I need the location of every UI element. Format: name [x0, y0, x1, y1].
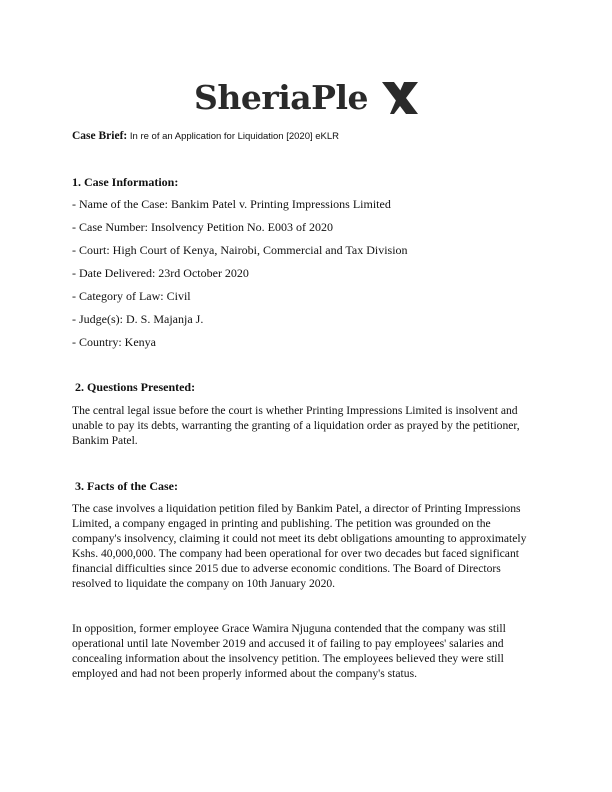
case-information-heading: 1. Case Information:: [72, 175, 179, 189]
questions-presented-heading: 2. Questions Presented:: [75, 380, 196, 394]
case-info-date: - Date Delivered: 23rd October 2020: [72, 266, 249, 280]
facts-paragraph-2: In opposition, former employee Grace Wamira Njuguna contended that the company was still operational until late November 2019 and accused it of failing to pay employees' salaries and concealing information about the insolvency petition. The employees believed they were still employed and had not been properly informed about the company's status.: [72, 622, 506, 680]
case-brief-label: Case Brief:: [72, 130, 128, 142]
case-info-number: - Case Number: Insolvency Petition No. E003 of 2020: [72, 220, 333, 234]
facts-paragraph-1: The case involves a liquidation petition filed by Bankim Patel, a director of Printing Impressions Limited, a company engaged in printing and publishing. The petition was grounded on the company's insolvency, claiming it could not meet its debt obligations amounting to approximately Kshs. 40,000,000. The company had been operational for over two decades but faced significant financial difficulties since 2015 due to adverse economic conditions. The Board of Directors resolved to liquidate the company on 10th January 2020.: [72, 502, 527, 590]
case-info-country: - Country: Kenya: [72, 335, 156, 349]
case-brief-title: In re of an Application for Liquidation [2020] eKLR: [129, 131, 340, 142]
case-brief-line: [72, 130, 339, 142]
logo-x-mark-icon: [380, 80, 420, 116]
case-information-list: [72, 197, 408, 358]
logo-text: SheriaPle: [194, 78, 368, 117]
sheriaplex-logo: [194, 78, 420, 118]
case-info-name: - Name of the Case: Bankim Patel v. Printing Impressions Limited: [72, 197, 391, 211]
case-info-judges: - Judge(s): D. S. Majanja J.: [72, 312, 204, 326]
questions-presented-text: The central legal issue before the court is whether Printing Impressions Limited is insolvent and unable to pay its debts, warranting the granting of a liquidation order as prayed by the petitioner, Bankim Patel.: [72, 404, 520, 447]
case-info-category: - Category of Law: Civil: [72, 289, 191, 303]
case-info-court: - Court: High Court of Kenya, Nairobi, Commercial and Tax Division: [72, 243, 408, 257]
facts-heading: 3. Facts of the Case:: [75, 479, 178, 493]
